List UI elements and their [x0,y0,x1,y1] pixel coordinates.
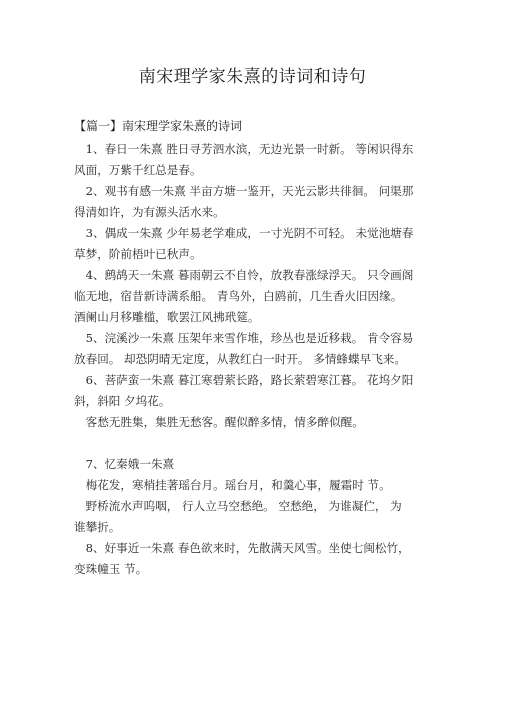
poem-line: 酒阑山月移雕槛，歌罢江风拂玳筵。 [74,310,260,324]
poem-line: 5、浣溪沙一朱熹 压架年来雪作堆，珍丛也是近移栽。 肯令容易 [85,331,414,345]
poem-line: 4、鹧鸪天一朱熹 暮雨朝云不自怜，放教春涨绿浮天。 只令画阁 [85,268,414,282]
poem-line: 梅花发，寒梢挂著瑶台月。瑶台月，和羹心事，履霜时 节。 [85,478,391,492]
poem-line: 风面，万紫千红总是春。 [74,163,202,177]
poem-title: 7、忆秦娥一朱熹 [85,457,175,471]
poem-line: 得清如许，为有源头活水来。 [74,205,225,219]
poem-line: 斜，斜阳 夕坞花。 [74,394,171,408]
poem-4 [74,265,444,328]
section-heading: 【篇一】南宋理学家朱熹的诗词 [74,119,243,133]
poem-line: 3、偶成一朱熹 少年易老学难成，一寸光阴不可轻。 未觉池塘春 [85,226,414,240]
document-body [74,139,444,580]
poem-1 [74,139,444,181]
poem-line: 临无地，宿昔新诗满系船。 青鸟外，白鸥前，几生香火旧因缘。 [74,289,403,303]
poem-7 [74,454,444,538]
poem-5 [74,328,444,370]
poem-line: 6、菩萨蛮一朱熹 暮江寒碧萦长路，路长萦碧寒江暮。 花坞夕阳 [85,373,414,387]
poem-line: 8、好事近一朱熹 春色欲来时，先散满天风雪。坐使七闽松竹， [85,541,410,555]
poem-line: 放春回。 却恐阴晴无定度，从教红白一时开。 多情蜂蝶早飞来。 [74,352,406,366]
poem-line: 谁攀折。 [74,520,121,534]
poem-3 [74,223,444,265]
poem-line: 客愁无胜集，集胜无愁客。醒似醉多情，情多醉似醒。 [85,415,364,429]
document-title: 南宋理学家朱熹的诗词和诗句 [138,67,367,87]
poem-line: 野桥流水声呜咽， 行人立马空愁绝。 空愁绝， 为谁凝伫， 为 [85,499,402,513]
poem-8 [74,538,444,580]
poem-line: 1、春日一朱熹 胜日寻芳泗水滨，无边光景一时新。 等闲识得东 [85,142,414,156]
poem-line: 2、观书有感一朱熹 半亩方塘一鉴开，天光云影共徘徊。 问渠那 [85,184,414,198]
poem-line: 草梦，阶前梧叶已秋声。 [74,247,202,261]
poem-line: 变珠幢玉 节。 [74,562,148,576]
poem-2 [74,181,444,223]
poem-6 [74,370,444,412]
poem-6-extra [74,412,444,433]
paragraph-gap [74,433,444,454]
